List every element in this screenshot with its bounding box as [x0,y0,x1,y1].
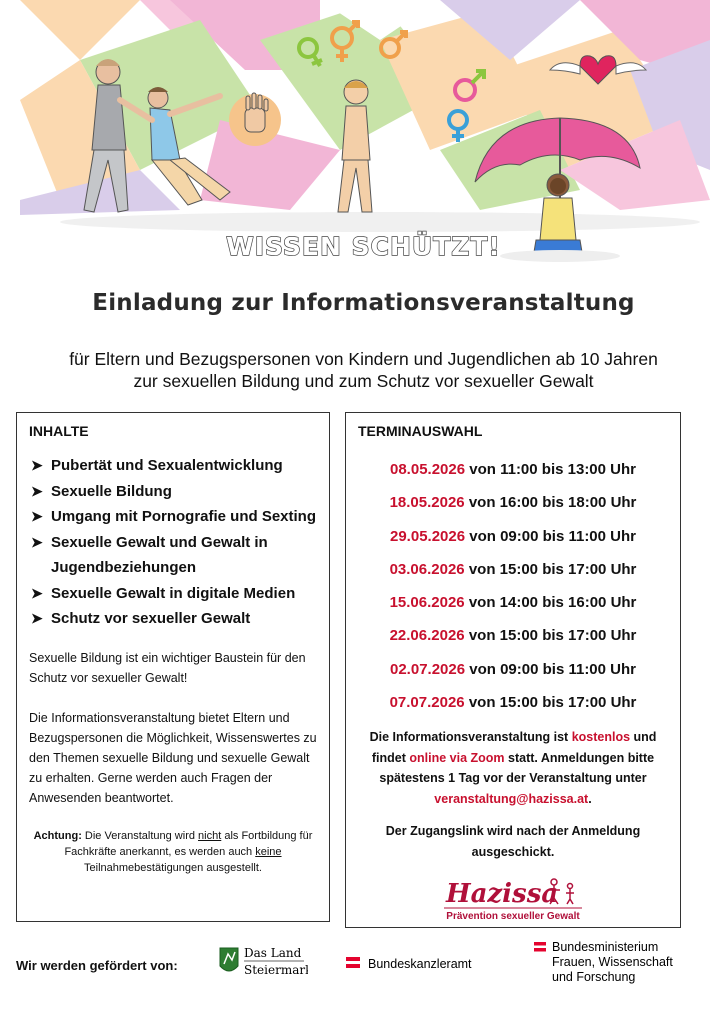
schedule-heading: TERMINAUSWAHL [358,423,483,439]
note-text: Teilnahmebestätigungen ausgestellt. [84,861,262,874]
date-value: 29.05.2026 [390,527,466,545]
arrow-bullet-icon: ➤ [31,584,43,601]
date-list [358,453,668,719]
date-value: 18.05.2026 [389,494,465,512]
bundeskanzleramt-logo [346,953,496,975]
austria-flag-icon [534,942,546,946]
time-value: von 09:00 bis 11:00 Uhr [469,527,636,545]
date-item [358,486,668,519]
list-item [29,530,317,581]
ministry-line3: und Forschung [552,970,636,984]
schedule-box [345,412,681,928]
attention-label: Achtung: [33,829,82,842]
subtitle-line: für Eltern und Bezugspersonen von Kindern und Jugendlichen ab 10 Jahren [69,349,658,369]
date-item [358,653,668,686]
arrow-bullet-icon: ➤ [31,533,43,550]
intro-paragraph: Sexuelle Bildung ist ein wichtiger Baustein für den Schutz vor sexueller Gewalt! [29,650,306,685]
bka-label: Bundeskanzleramt [368,957,472,971]
access-link-note: Der Zugangslink wird nach der Anmeldung ausgeschickt. [385,824,641,859]
attention-note [29,828,317,876]
date-value: 03.06.2026 [389,560,465,578]
topic-label: Pubertät und Sexualentwicklung [51,457,283,474]
time-value: von 15:00 bis 17:00 Uhr [468,627,637,645]
steiermark-logo-graphic [218,942,308,980]
date-value: 15.06.2026 [389,594,465,612]
panther-shield-icon [220,948,238,971]
email-link[interactable]: veranstaltung@hazissa.at [434,791,589,806]
logo-name: Hazissa [446,879,559,910]
date-item [358,520,668,553]
info-text: Die Informationsveranstaltung ist [369,730,572,745]
content-box [16,412,330,922]
info-text: statt. Anmeldungen bitte spätestens 1 Tag vor der Veranstaltung unter [379,750,655,786]
time-value: von 09:00 bis 11:00 Uhr [469,660,636,678]
arrow-bullet-icon: ➤ [31,610,43,626]
date-item [358,619,668,652]
hero-illustration [20,0,710,270]
hero-graphic [20,0,710,270]
topic-label: Sexuelle Gewalt in digitale Medien [51,584,296,602]
steiermark-line1: Das Land [244,946,302,960]
slogan: WISSEN SCHÜTZT! [226,232,501,261]
content-heading: INHALTE [29,423,89,439]
date-item [358,686,668,719]
ministry-line2: Frauen, Wissenschaft [552,955,673,969]
bundeskanzleramt-logo-graphic [346,953,496,975]
date-item [358,586,668,619]
arrow-bullet-icon: ➤ [31,508,43,524]
date-value: 22.06.2026 [389,627,465,645]
steiermark-logo [218,942,308,980]
info-text: und findet [371,730,657,765]
list-item [29,581,317,607]
note-text: als Fortbildung für Fachkräfte anerkannt, es werden auch [64,829,313,858]
date-value: 07.07.2026 [389,694,465,712]
list-item [29,504,317,530]
logo-tagline: Prävention sexueller Gewalt [446,911,580,923]
note-text: Die Veranstaltung wird [81,829,199,842]
austria-flag-icon [346,957,360,961]
note-underline: keine [255,845,282,858]
topic-label: Sexuelle Gewalt und Gewalt in Jugendbeziehungen [51,533,268,576]
time-value: von 15:00 bis 17:00 Uhr [468,560,637,578]
ministry-logo-graphic [534,938,694,986]
hazissa-logo-graphic [438,874,588,922]
topic-label: Umgang mit Pornografie und Sexting [51,508,317,525]
topic-list [29,453,317,632]
info-text: . [588,791,592,806]
hazissa-logo [358,874,668,927]
topic-label: Sexuelle Bildung [51,482,172,500]
arrow-bullet-icon: ➤ [31,457,43,473]
list-item [29,479,317,505]
list-item [29,606,317,632]
registration-info [358,727,668,809]
ministry-line1: Bundesministerium [552,940,659,954]
date-item [358,453,668,486]
page-title: Einladung zur Informationsveranstaltung [92,290,635,316]
online-highlight: online via Zoom [409,750,505,765]
time-value: von 14:00 bis 16:00 Uhr [468,594,637,612]
arrow-bullet-icon: ➤ [31,482,43,499]
free-highlight: kostenlos [571,730,631,745]
topic-label: Schutz vor sexueller Gewalt [51,610,251,627]
time-value: von 16:00 bis 18:00 Uhr [468,494,637,512]
ministry-logo [534,938,694,986]
list-item [29,453,317,479]
date-item [358,553,668,586]
time-value: von 15:00 bis 17:00 Uhr [468,694,637,712]
subtitle-line: zur sexuellen Bildung und zum Schutz vor sexueller Gewalt [133,371,594,391]
note-underline: nicht [198,829,222,842]
time-value: von 11:00 bis 13:00 Uhr [469,461,636,478]
steiermark-line2: Steiermark [244,963,308,977]
sponsor-label: Wir werden gefördert von: [16,958,178,973]
date-value: 02.07.2026 [390,660,466,678]
subtitle [0,348,727,392]
description-paragraph: Die Informationsveranstaltung bietet Eltern und Bezugspersonen die Möglichkeit, Wissenswertes zu den Themen sexuelle Bildung und sexuelle Gewalt zu erhalten. Gerne werden auch Fragen der Anwesenden beantwortet. [29,710,317,805]
date-value: 08.05.2026 [390,461,466,478]
